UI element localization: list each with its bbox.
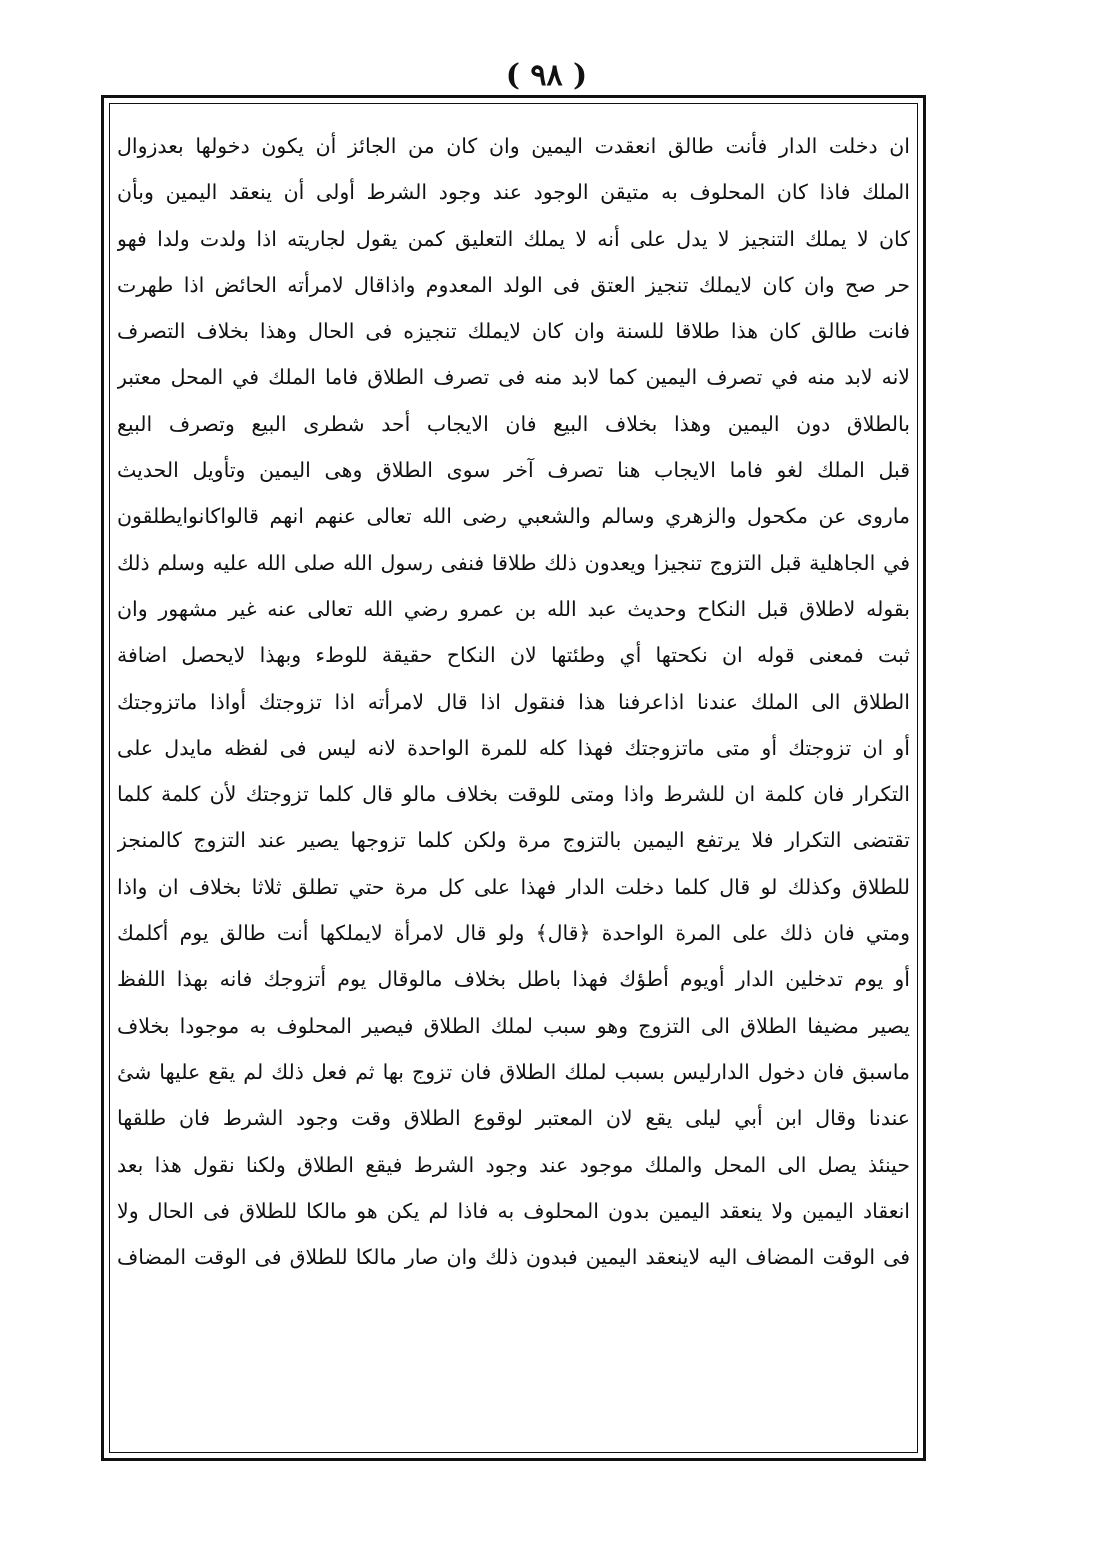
text-line: انعقاد اليمين ولا ينعقد اليمين بدون المحلوف به فاذا لم يكن هو مالكا للطلاق فى الحال ولا <box>117 1198 910 1223</box>
text-line: الطلاق الى الملك عندنا اذاعرفنا هذا فنقول اذا قال لامرأته اذا تزوجتك أواذا ماتزوجتك <box>117 689 910 714</box>
text-line: فانت طالق كان هذا طلاقا للسنة وان كان لايملك تنجيزه فى الحال وهذا بخلاف التصرف <box>117 319 910 344</box>
text-line: حينئذ يصل الى المحل والملك موجود عند وجود الشرط فيقع الطلاق ولكنا نقول هذا بعد <box>117 1152 910 1177</box>
text-line: أو ان تزوجتك أو متى ماتزوجتك فهذا كله للمرة الواحدة لانه ليس فى لفظه مايدل على <box>117 735 910 760</box>
body-text <box>117 123 910 1280</box>
text-line: ان دخلت الدار فأنت طالق انعقدت اليمين وان كان من الجائز أن يكون دخولها بعدزوال <box>117 134 910 158</box>
text-line: تقتضى التكرار فلا يرتفع اليمين بالتزوج مرة ولكن كلما تزوجها يصير عند التزوج كالمنجز <box>117 828 910 853</box>
text-line: يصير مضيفا الطلاق الى التزوج وهو سبب لملك الطلاق فيصير المحلوف به موجودا بخلاف <box>117 1013 910 1038</box>
text-line: أو يوم تدخلين الدار أويوم أطؤك فهذا باطل بخلاف مالوقال يوم أتزوجك فانه بهذا اللفظ <box>117 967 910 992</box>
text-line: التكرار فان كلمة ان للشرط واذا ومتى للوقت بخلاف مالو قال كلما تزوجتك لأن كلمة كلما <box>117 782 910 807</box>
text-line: بقوله لاطلاق قبل النكاح وحديث عبد الله بن عمرو رضي الله تعالى عنه غير مشهور وان <box>117 596 910 621</box>
text-line: ماسبق فان دخول الدارليس بسبب لملك الطلاق فان تزوج بها ثم فعل ذلك لم يقع عليها شئ <box>117 1059 910 1084</box>
text-line: الملك فاذا كان المحلوف به متيقن الوجود عند وجود الشرط أولى أن ينعقد اليمين وبأن <box>117 180 910 205</box>
text-line: في الجاهلية قبل التزوج تنجيزا ويعدون ذلك طلاقا فنفى رسول الله صلى الله عليه وسلم ذلك <box>117 550 910 575</box>
page-number: ( ٩٨ ) <box>505 58 588 93</box>
text-line: عندنا وقال ابن أبي ليلى يقع لان المعتبر لوقوع الطلاق وقت وجود الشرط فان طلقها <box>117 1106 910 1131</box>
text-line: لانه لابد منه في تصرف اليمين كما لابد منه فى تصرف الطلاق فاما الملك في المحل معتبر <box>117 365 910 390</box>
text-line: قبل الملك لغو فاما الايجاب هنا تصرف آخر سوى الطلاق وهى اليمين وتأويل الحديث <box>117 458 910 483</box>
text-line: بالطلاق دون اليمين وهذا بخلاف البيع فان الايجاب أحد شطرى البيع وتصرف البيع <box>117 411 910 436</box>
text-line: كان لا يملك التنجيز لا يدل على أنه لا يملك التعليق كمن يقول لجاريته اذا ولدت ولدا فهو <box>117 226 910 251</box>
text-line: فى الوقت المضاف اليه لاينعقد اليمين فبدون ذلك وان صار مالكا للطلاق فى الوقت المضاف <box>117 1245 910 1270</box>
text-line: ماروى عن مكحول والزهري وسالم والشعبي رضى الله تعالى عنهم انهم قالواكانوايطلقون <box>117 504 910 529</box>
text-line: للطلاق وكذلك لو قال كلما دخلت الدار فهذا على كل مرة حتي تطلق ثلاثا بخلاف ان واذا <box>117 874 910 899</box>
text-line: حر صح وان كان لايملك تنجيز العتق فى الولد المعدوم واذاقال لامرأته الحائض اذا طهرت <box>117 272 910 297</box>
text-line: ثبت فمعنى قوله ان نكحتها أي وطئتها لان النكاح حقيقة للوطء وبهذا لايحصل اضافة <box>117 643 910 668</box>
text-line: ومتي فان ذلك على المرة الواحدة ﴿قال﴾ ولو قال لامرأة لايملكها أنت طالق يوم أكلمك <box>117 921 910 946</box>
